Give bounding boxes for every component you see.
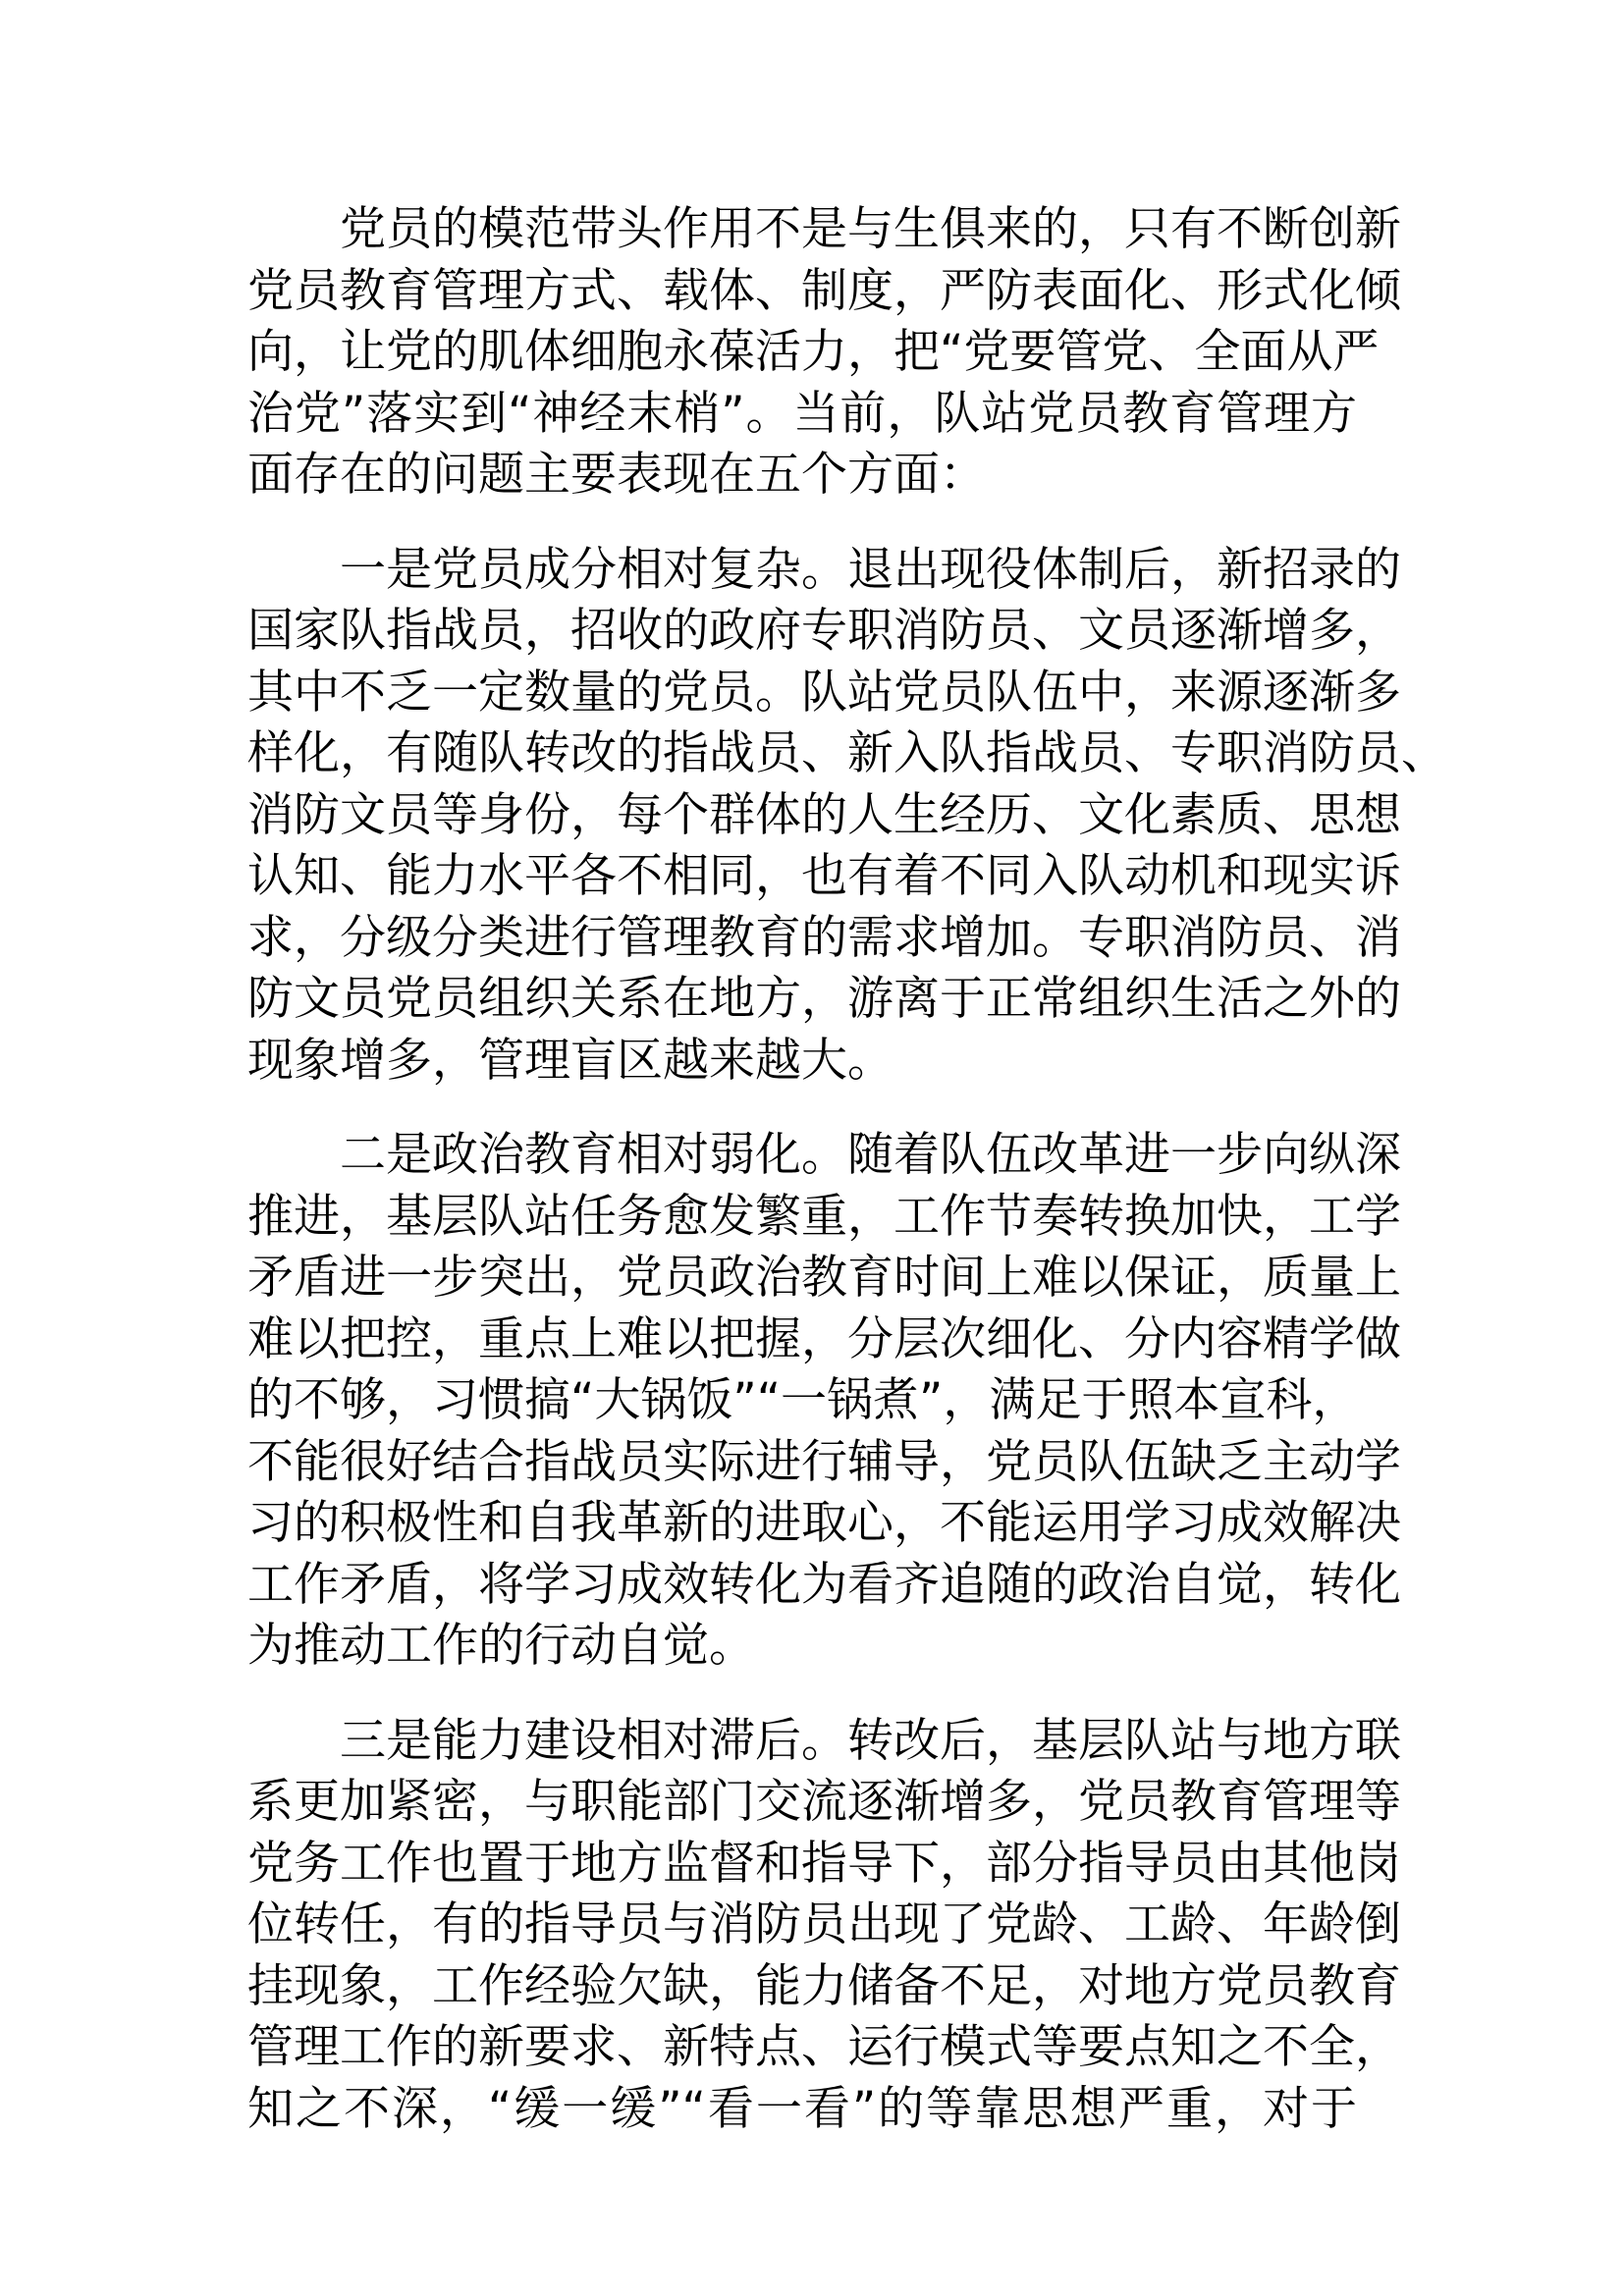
text-line: 习的积极性和自我革新的进取心，不能运用学习成效解决	[247, 1496, 1401, 1550]
text-line: 矛盾进一步突出，党员政治教育时间上难以保证，质量上	[247, 1251, 1401, 1305]
text-line: 面存在的问题主要表现在五个方面：	[247, 448, 986, 502]
text-line: 认知、能力水平各不相同，也有着不同入队动机和现实诉	[247, 849, 1401, 903]
paragraph-capability-building	[247, 1711, 1401, 2141]
text-line: 其中不乏一定数量的党员。队站党员队伍中，来源逐渐多	[247, 665, 1401, 720]
text-line: 一是党员成分相对复杂。退出现役体制后，新招录的	[340, 542, 1401, 597]
text-line: 难以把控，重点上难以把握，分层次细化、分内容精学做	[247, 1311, 1401, 1366]
text-line: 为推动工作的行动自觉。	[247, 1619, 755, 1673]
text-line: 二是政治教育相对弱化。随着队伍改革进一步向纵深	[340, 1128, 1401, 1182]
text-line: 样化，有随队转改的指战员、新入队指战员、专职消防员、	[247, 726, 1447, 780]
text-line: 挂现象，工作经验欠缺，能力储备不足，对地方党员教育	[247, 1958, 1401, 2013]
text-line: 不能很好结合指战员实际进行辅导，党员队伍缺乏主动学	[247, 1434, 1401, 1489]
paragraph-intro	[247, 199, 1401, 507]
text-line: 消防文员等身份，每个群体的人生经历、文化素质、思想	[247, 787, 1401, 842]
text-line: 党员的模范带头作用不是与生俱来的，只有不断创新	[340, 202, 1401, 256]
text-line: 位转任，有的指导员与消防员出现了党龄、工龄、年龄倒	[247, 1897, 1401, 1951]
text-line: 管理工作的新要求、新特点、运行模式等要点知之不全，	[247, 2020, 1401, 2074]
text-line: 向，让党的肌体细胞永葆活力，把“党要管党、全面从严	[247, 325, 1380, 379]
text-line: 治党”落实到“神经末梢”。当前，队站党员教育管理方	[247, 386, 1357, 441]
text-line: 工作矛盾，将学习成效转化为看齐追随的政治自觉，转化	[247, 1557, 1401, 1612]
text-line: 求，分级分类进行管理教育的需求增加。专职消防员、消	[247, 910, 1401, 965]
text-line: 知之不深，“缓一缓”“看一看”的等靠思想严重，对于	[247, 2081, 1357, 2136]
text-line: 防文员党员组织关系在地方，游离于正常组织生活之外的	[247, 972, 1401, 1026]
text-line: 的不够，习惯搞“大锅饭”“一锅煮”，满足于照本宣科，	[247, 1373, 1359, 1427]
text-line: 党务工作也置于地方监督和指导下，部分指导员由其他岗	[247, 1836, 1401, 1891]
text-line: 现象增多，管理盲区越来越大。	[247, 1033, 893, 1088]
text-line: 国家队指战员，招收的政府专职消防员、文员逐渐增多，	[247, 604, 1401, 658]
text-line: 系更加紧密，与职能部门交流逐渐增多，党员教育管理等	[247, 1775, 1401, 1829]
text-line: 三是能力建设相对滞后。转改后，基层队站与地方联	[340, 1713, 1401, 1768]
text-line: 党员教育管理方式、载体、制度，严防表面化、形式化倾	[247, 263, 1401, 318]
body-text	[247, 199, 1447, 2173]
paragraph-political-education	[247, 1125, 1401, 1678]
paragraph-member-composition	[247, 540, 1447, 1093]
text-line: 推进，基层队站任务愈发繁重，工作节奏转换加快，工学	[247, 1189, 1401, 1244]
